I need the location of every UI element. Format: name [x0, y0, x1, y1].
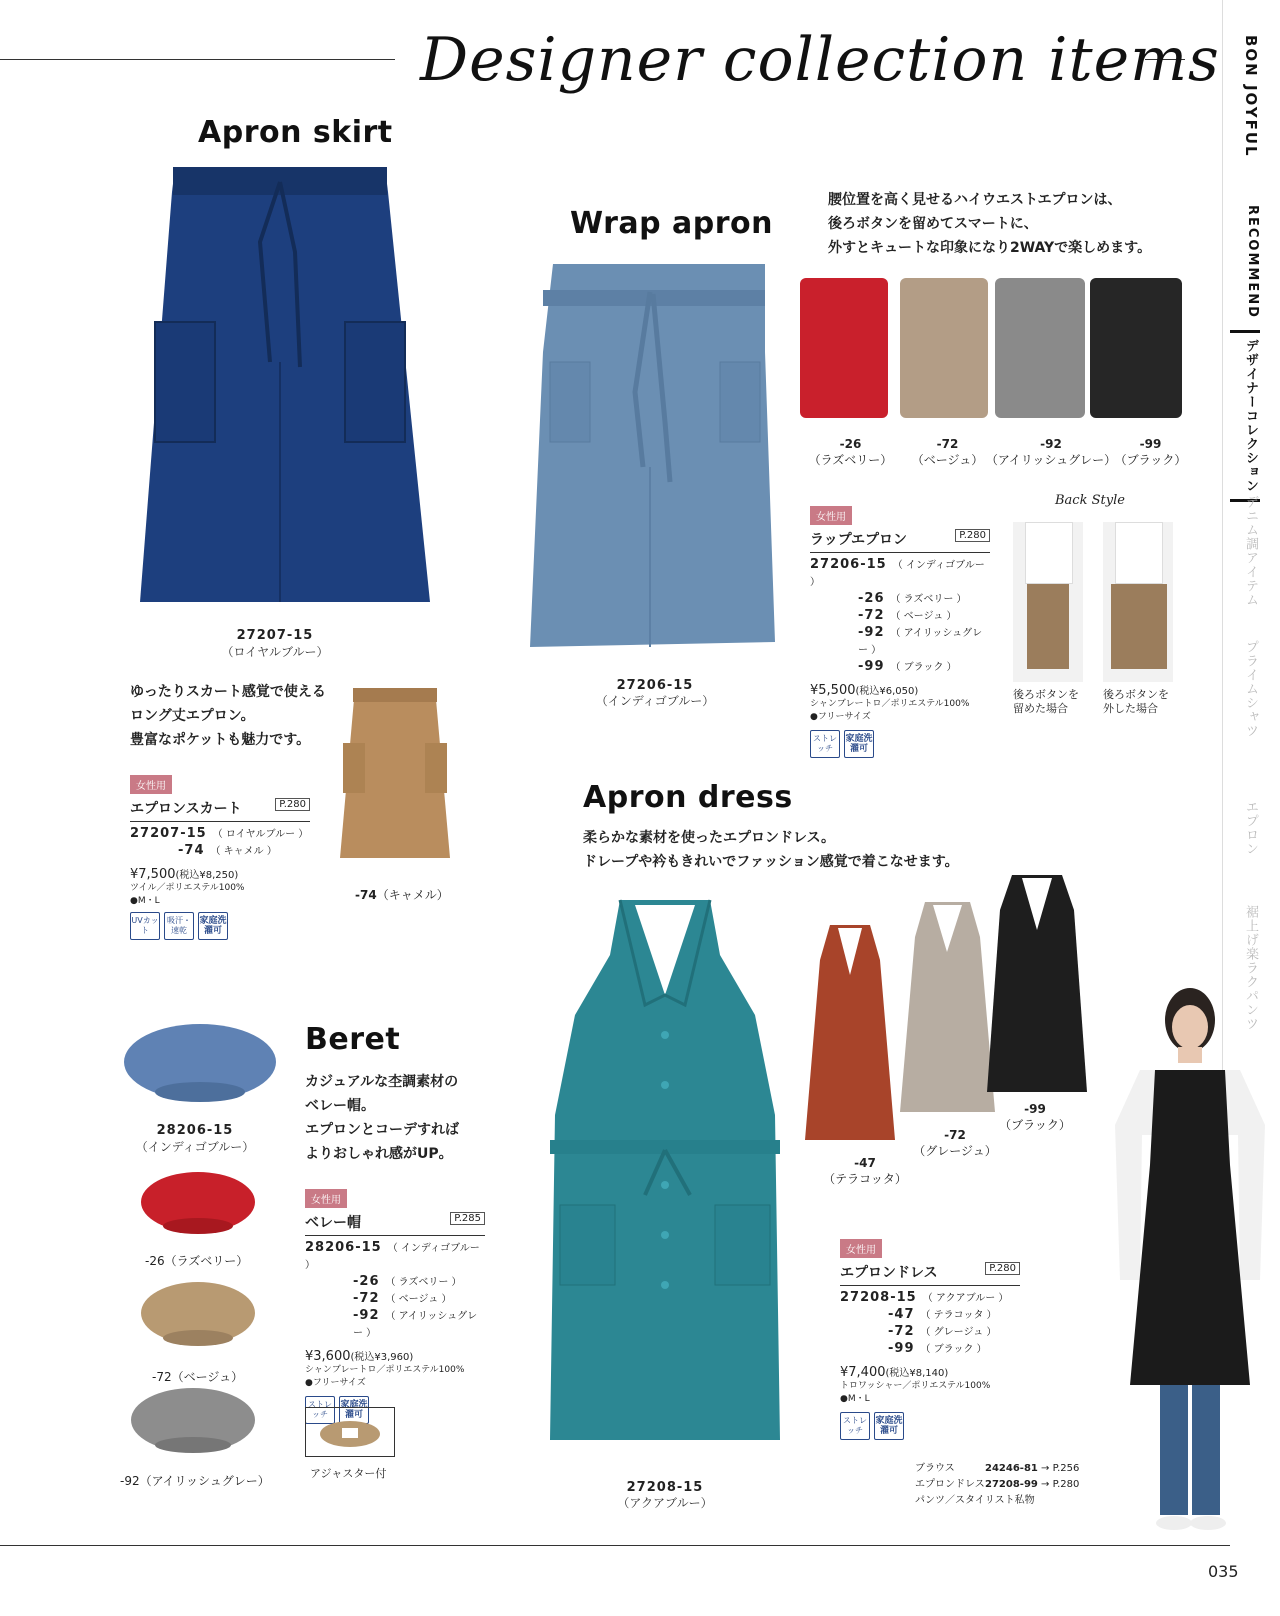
- page-ref[interactable]: P.280: [275, 798, 310, 811]
- apron-dress-terracotta-image: [800, 920, 900, 1145]
- product-name-row: [305, 1212, 485, 1236]
- beret-description: [305, 1070, 459, 1166]
- material: シャンブレートロ／ポリエステル100%: [305, 1365, 465, 1375]
- variant: -92 （ アイリッシュグレー ）: [858, 625, 983, 656]
- variant: -26 （ ラズベリー ）: [858, 591, 967, 606]
- credit-row: ブラウス 24246-81 → P.256: [915, 1463, 1080, 1474]
- wrap-apron-swatch-row: [800, 278, 1195, 418]
- wrap-apron-beige-image: [900, 278, 988, 418]
- variant: -92 （ アイリッシュグレー ）: [353, 1308, 478, 1339]
- sidebar-item-designer[interactable]: デザイナーコレクション: [1230, 330, 1260, 502]
- variant: -26 （ ラズベリー ）: [353, 1274, 462, 1289]
- apron-dress-main-code: 27208-15: [626, 1480, 704, 1495]
- stretch-icon: ストレッチ: [810, 730, 840, 758]
- variant: -47 （ テラコッタ ）: [888, 1307, 997, 1322]
- variant-list: [810, 557, 990, 676]
- product-name-row: [810, 529, 990, 553]
- care-icons: [810, 730, 990, 758]
- sizes: ●フリーサイズ: [305, 1378, 366, 1388]
- material: ツイル／ポリエステル100%: [130, 883, 245, 893]
- beret-beige-image: [138, 1280, 258, 1355]
- variant: 27208-15 （ アクアブルー ）: [840, 1290, 1009, 1305]
- page-script-title: Designer collection items: [420, 25, 1220, 95]
- product-name-row: [130, 798, 310, 822]
- apron-dress-title: Apron dress: [583, 780, 793, 815]
- variant: -72 （ ベージュ ）: [353, 1291, 452, 1306]
- desc-line: 柔らかな素材を使ったエプロンドレス。: [583, 830, 835, 846]
- beret-indigo-image: [120, 1022, 280, 1112]
- back-style-label: Back Style: [1055, 493, 1125, 508]
- wrap-apron-spec: [810, 505, 990, 758]
- apron-skirt-main-color: （ロイヤルブルー）: [221, 645, 329, 659]
- women-tag: 女性用: [810, 506, 852, 525]
- variant: 27207-15 （ ロイヤルブルー ）: [130, 826, 309, 841]
- beret-title: Beret: [305, 1022, 401, 1057]
- wrap-apron-title: Wrap apron: [570, 206, 774, 241]
- sidebar-brand: BON JOYFUL: [1242, 35, 1260, 158]
- home-wash-icon: 家庭洗濯可: [874, 1412, 904, 1440]
- beret-raspberry-image: [138, 1170, 258, 1242]
- apron-skirt-alt-label: [355, 886, 449, 903]
- sidebar-item-apron[interactable]: エプロン: [1243, 800, 1258, 856]
- care-icons: [840, 1412, 1020, 1440]
- product-name: ベレー帽: [305, 1212, 485, 1236]
- swatch-label-black: -99 （ブラック）: [999, 1102, 1071, 1132]
- desc-line: ロング丈エプロン。: [130, 708, 255, 724]
- home-wash-icon: 家庭洗濯可: [339, 1396, 369, 1424]
- apron-skirt-camel-image: [335, 683, 455, 863]
- beret-main-code: 28206-15: [156, 1123, 234, 1138]
- page-number: 035: [1208, 1562, 1239, 1581]
- swatch-label-greige: -72 （グレージュ）: [913, 1128, 997, 1158]
- credit-row: パンツ／スタイリスト私物: [915, 1495, 1035, 1506]
- back-caption-buttoned: 後ろボタンを 留めた場合: [1013, 688, 1079, 715]
- beret-beige-label: -72（ベージュ）: [152, 1370, 244, 1384]
- product-name-row: [840, 1262, 1020, 1286]
- uv-cut-icon: UVカット: [130, 912, 160, 940]
- apron-skirt-spec: [130, 774, 310, 940]
- home-wash-icon: 家庭洗濯可: [198, 912, 228, 940]
- page-ref[interactable]: P.280: [955, 529, 990, 542]
- material: トロワッシャー／ポリエステル100%: [840, 1381, 991, 1391]
- beret-grey-image: [128, 1385, 258, 1463]
- sidebar-item-denim[interactable]: デニム調アイテム: [1243, 495, 1258, 607]
- swatch-label-terracotta: -47 （テラコッタ）: [823, 1156, 907, 1186]
- back-style-unbuttoned-image: [1103, 522, 1173, 682]
- back-style-buttoned-image: [1013, 522, 1083, 682]
- swatch-label: -26 （ラズベリー）: [808, 437, 893, 467]
- variant: -72 （ ベージュ ）: [858, 608, 957, 623]
- desc-line: 外すとキュートな印象になり2WAYで楽しめます。: [828, 240, 1152, 256]
- variant: -99 （ ブラック ）: [888, 1341, 987, 1356]
- beret-adjuster-image: [305, 1407, 395, 1457]
- apron-skirt-main-code: 27207-15: [236, 628, 314, 643]
- wrap-apron-black-image: [1090, 278, 1182, 418]
- apron-dress-main-color: （アクアブルー）: [617, 1496, 713, 1510]
- women-tag: 女性用: [840, 1239, 882, 1258]
- alt-color: （キャメル）: [376, 888, 449, 902]
- sidebar-item-prime-shirt[interactable]: プライムシャツ: [1243, 640, 1258, 738]
- price: ¥7,500(税込¥8,250): [130, 867, 239, 882]
- alt-code: -74: [355, 888, 377, 902]
- material: シャンブレートロ／ポリエステル100%: [810, 699, 970, 709]
- apron-dress-black-image: [982, 870, 1092, 1095]
- apron-dress-spec: [840, 1238, 1020, 1440]
- desc-line: ドレープや衿もきれいでファッション感覚で着こなせます。: [583, 854, 959, 870]
- wrap-apron-main-color: （インディゴブルー）: [595, 694, 715, 708]
- sidebar-item-pants[interactable]: 裾上げ楽ラクパンツ: [1243, 905, 1258, 1031]
- beret-grey-label: -92（アイリッシュグレー）: [120, 1474, 270, 1488]
- desc-line: 豊富なポケットも魅力です。: [130, 732, 311, 748]
- desc-line: よりおしゃれ感がUP。: [305, 1146, 453, 1162]
- back-caption-unbuttoned: 後ろボタンを 外した場合: [1103, 688, 1169, 715]
- price: ¥5,500(税込¥6,050): [810, 683, 919, 698]
- desc-line: エプロンとコーデすれば: [305, 1122, 459, 1138]
- price: ¥3,600(税込¥3,960): [305, 1349, 414, 1364]
- desc-line: ゆったりスカート感覚で使える: [130, 684, 326, 700]
- variant-list: [840, 1290, 1020, 1358]
- swatch-label: -92 （アイリッシュグレー）: [985, 437, 1117, 467]
- product-name: エプロンスカート: [130, 798, 310, 822]
- care-icons: [130, 912, 310, 940]
- wrap-apron-description: [828, 188, 1151, 260]
- desc-line: 後ろボタンを留めてスマートに、: [828, 216, 1038, 232]
- footer-rule: [0, 1545, 1230, 1546]
- sizes: ●フリーサイズ: [810, 712, 871, 722]
- variant: -72 （ グレージュ ）: [888, 1324, 997, 1339]
- stretch-icon: ストレッチ: [840, 1412, 870, 1440]
- wrap-apron-main-code: 27206-15: [616, 678, 694, 693]
- sizes: ●M・L: [840, 1394, 870, 1404]
- apron-skirt-description: [130, 680, 326, 752]
- variant-list: [130, 826, 310, 860]
- desc-line: カジュアルな杢調素材の: [305, 1074, 459, 1090]
- page-ref[interactable]: P.285: [450, 1212, 485, 1225]
- wrap-apron-raspberry-image: [800, 278, 888, 418]
- wrap-apron-grey-image: [995, 278, 1085, 418]
- sizes: ●M・L: [130, 896, 160, 906]
- variant-list: [305, 1240, 485, 1342]
- model-photo: [1090, 985, 1270, 1540]
- variant: -74 （ キャメル ）: [178, 843, 277, 858]
- page-ref[interactable]: P.280: [985, 1262, 1020, 1275]
- apron-skirt-navy-image: [130, 162, 440, 612]
- sidebar-section: RECOMMEND: [1245, 205, 1260, 319]
- beret-main-color: （インディゴブルー）: [135, 1140, 255, 1154]
- apron-skirt-title: Apron skirt: [198, 115, 393, 150]
- women-tag: 女性用: [130, 775, 172, 794]
- women-tag: 女性用: [305, 1189, 347, 1208]
- apron-dress-description: [583, 826, 959, 874]
- credit-row: エプロンドレス27208-99 → P.280: [915, 1479, 1080, 1490]
- beret-adjuster-label: アジャスター付: [310, 1467, 387, 1480]
- price: ¥7,400(税込¥8,140): [840, 1365, 949, 1380]
- variant: -99 （ ブラック ）: [858, 659, 957, 674]
- variant: 27206-15 （ インディゴブルー ）: [810, 557, 985, 588]
- variant: 28206-15 （ インディゴブルー ）: [305, 1240, 480, 1271]
- stretch-icon: ストレッチ: [305, 1396, 335, 1424]
- header-rule-left: [0, 59, 395, 60]
- product-name: ラップエプロン: [810, 529, 990, 553]
- wrap-apron-main-image: [525, 262, 785, 657]
- styling-credits: [915, 1461, 1079, 1509]
- swatch-label: -99 （ブラック）: [1114, 437, 1187, 467]
- desc-line: ベレー帽。: [305, 1098, 375, 1114]
- quick-dry-icon: 吸汗・速乾: [164, 912, 194, 940]
- desc-line: 腰位置を高く見せるハイウエストエプロンは、: [828, 192, 1122, 208]
- beret-raspberry-label: -26（ラズベリー）: [145, 1254, 249, 1268]
- swatch-label: -72 （ベージュ）: [911, 437, 984, 467]
- product-name: エプロンドレス: [840, 1262, 1020, 1286]
- beret-spec: [305, 1188, 485, 1424]
- apron-dress-aqua-image: [525, 895, 805, 1450]
- home-wash-icon: 家庭洗濯可: [844, 730, 874, 758]
